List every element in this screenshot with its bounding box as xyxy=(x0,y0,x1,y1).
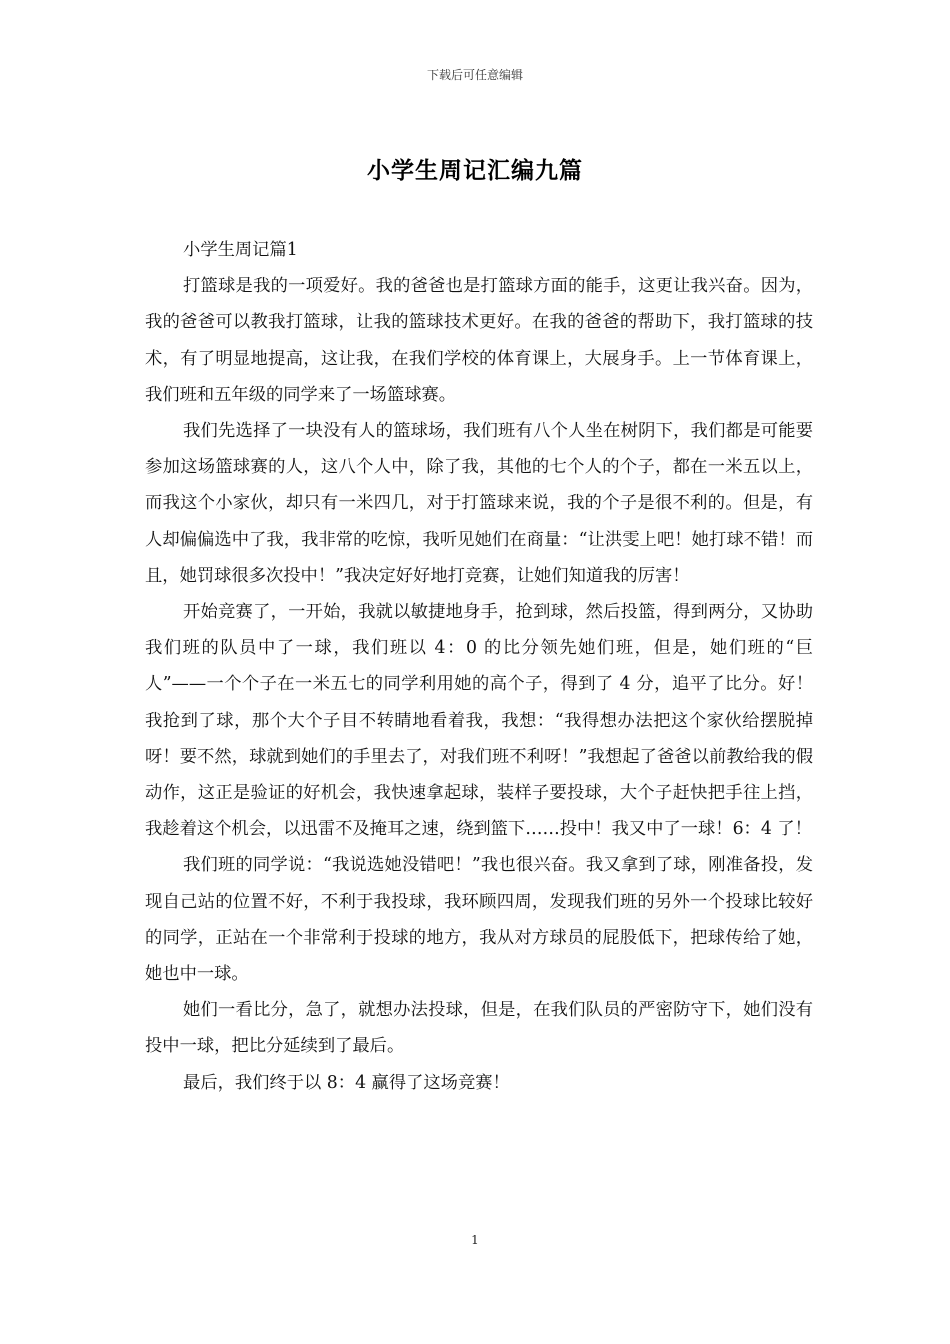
header-note: 下载后可任意编辑 xyxy=(426,68,523,82)
paragraph: 开始竞赛了，一开始，我就以敏捷地身手，抢到球，然后投篮，得到两分，又协助我们班的队员中了一球，我们班以 4：0 的比分领先她们班，但是，她们班的“巨人”——一个个子在一米五七的同学利用她的高个子，得到了 4 分，追平了比分。好！我抢到了球，那个大个子目不转睛地看着我，我想：“我得想办法把这个家伙给摆脱掉呀！要不然，球就到她们的手里去了，对我们班不利呀！”我想起了爸爸以前教给我的假动作，这正是验证的好机会，我快速拿起球，装样子要投球，大个子赶快把手往上挡，我趁着这个机会，以迅雷不及掩耳之速，绕到篮下……投中！我又中了一球！6：4 了！ xyxy=(145,602,813,840)
paragraph: 最后，我们终于以 8：4 赢得了这场竞赛！ xyxy=(183,1072,510,1093)
document-body xyxy=(145,232,813,1101)
section-heading: 小学生周记篇1 xyxy=(183,240,298,260)
paragraph: 打篮球是我的一项爱好。我的爸爸也是打篮球方面的能手，这更让我兴奋。因为，我的爸爸可以教我打篮球，让我的篮球技术更好。在我的爸爸的帮助下，我打篮球的技术，有了明显地提高，这让我，在我们学校的体育课上，大展身手。上一节体育课上，我们班和五年级的同学来了一场篮球赛。 xyxy=(145,276,813,405)
page-number: 1 xyxy=(471,1233,479,1247)
document-title: 小学生周记汇编九篇 xyxy=(367,158,583,184)
paragraph: 我们先选择了一块没有人的篮球场，我们班有八个人坐在树阴下，我们都是可能要参加这场篮球赛的人，这八个人中，除了我，其他的七个人的个子，都在一米五以上，而我这个小家伙，却只有一米四几，对于打篮球来说，我的个子是很不利的。但是，有人却偏偏选中了我，我非常的吃惊，我听见她们在商量：“让洪雯上吧！她打球不错！而且，她罚球很多次投中！”我决定好好地打竞赛，让她们知道我的厉害！ xyxy=(145,421,813,586)
paragraph: 她们一看比分，急了，就想办法投球，但是，在我们队员的严密防守下，她们没有投中一球，把比分延续到了最后。 xyxy=(145,1000,813,1057)
paragraph: 我们班的同学说：“我说选她没错吧！”我也很兴奋。我又拿到了球，刚准备投，发现自己站的位置不好，不利于我投球，我环顾四周，发现我们班的另外一个投球比较好的同学，正站在一个非常利于投球的地方，我从对方球员的屁股低下，把球传给了她，她也中一球。 xyxy=(145,855,813,985)
